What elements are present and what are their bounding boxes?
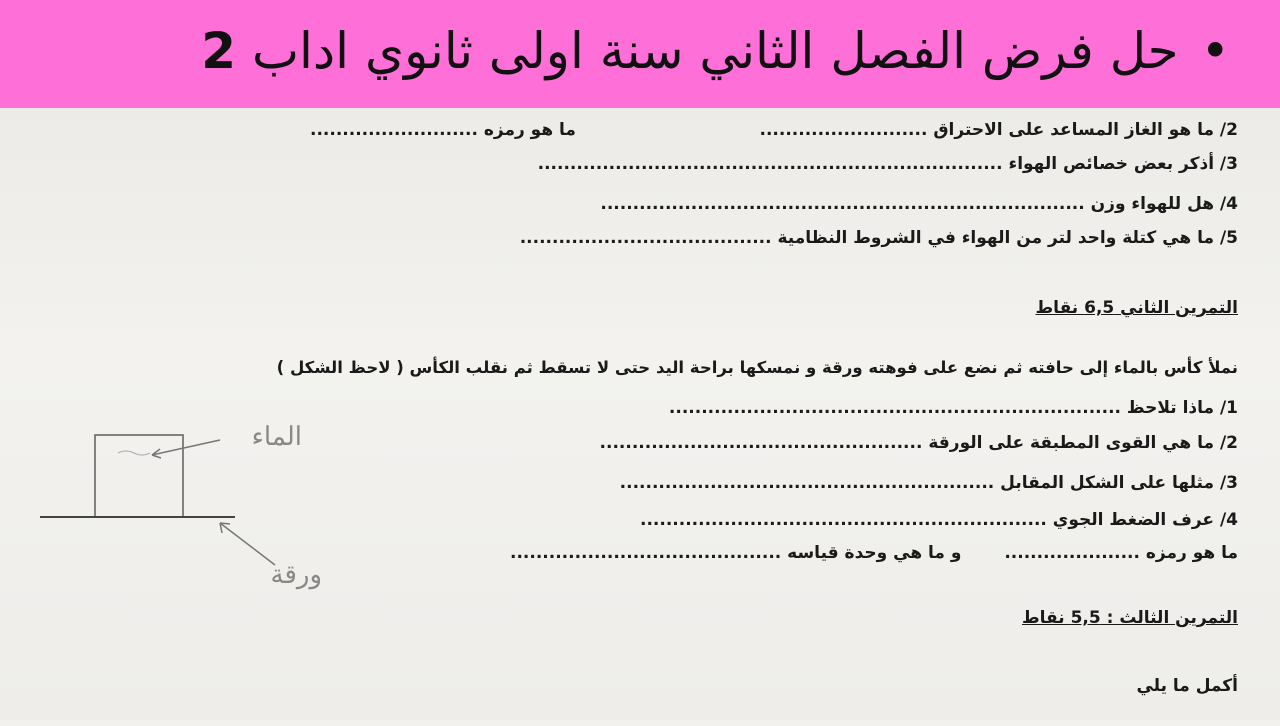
exercise3-cut-line <box>1232 706 1238 726</box>
exercise2-question5b: و ما هي وحدة قياسه .......................................... <box>510 543 962 563</box>
exercise1-question5: 5/ ما هي كتلة واحد لتر من الهواء في الشروط النظامية ....................................... <box>519 228 1238 248</box>
cut-off-line <box>1234 96 1240 116</box>
exercise2-heading: التمرين الثاني 6,5 نقاط <box>1035 298 1238 318</box>
water-label: الماء <box>251 422 302 452</box>
bullet-icon: • <box>1200 22 1230 80</box>
glass-sketch <box>30 415 350 605</box>
title-banner <box>0 0 1280 108</box>
exercise1-question2-symbol: ما هو رمزه .......................... <box>310 120 576 140</box>
water-scribble <box>118 451 150 455</box>
exercise3-intro: أكمل ما يلي <box>1136 676 1238 696</box>
paper-arrow-icon <box>220 523 275 565</box>
exercise3-heading: التمرين الثالث : 5,5 نقاط <box>1022 608 1238 628</box>
glass-outline <box>95 435 183 517</box>
exercise2-question4: 4/ عرف الضغط الجوي ............................................................... <box>640 510 1238 530</box>
exercise2-question5a: ما هو رمزه ..................... <box>1004 543 1238 563</box>
water-arrow-icon <box>152 440 220 455</box>
exercise1-question3: 3/ أذكر بعض خصائص الهواء ........................................................................ <box>537 154 1238 174</box>
exercise1-question2: 2/ ما هو الغاز المساعد على الاحتراق .......................... <box>759 120 1238 140</box>
banner-title <box>201 22 1230 80</box>
banner-number: 2 <box>201 22 237 80</box>
banner-title-text: حل فرض الفصل الثاني سنة اولى ثانوي اداب <box>251 22 1179 80</box>
exercise2-question3: 3/ مثلها على الشكل المقابل .......................................................... <box>619 473 1238 493</box>
exam-paper <box>0 108 1280 720</box>
paper-label: ورقة <box>270 560 322 590</box>
exercise2-question2: 2/ ما هي القوى المطبقة على الورقة .................................................. <box>599 433 1238 453</box>
exercise2-question1: 1/ ماذا تلاحظ ...................................................................... <box>668 398 1238 418</box>
exercise1-question4: 4/ هل للهواء وزن ........................................................................... <box>600 194 1238 214</box>
exercise2-intro: نملأ كأس بالماء إلى حافته ثم نضع على فوهته ورقة و نمسكها براحة اليد حتى لا تسقط ثم نقلب الكأس ( لاحظ الشكل ) <box>276 358 1238 377</box>
